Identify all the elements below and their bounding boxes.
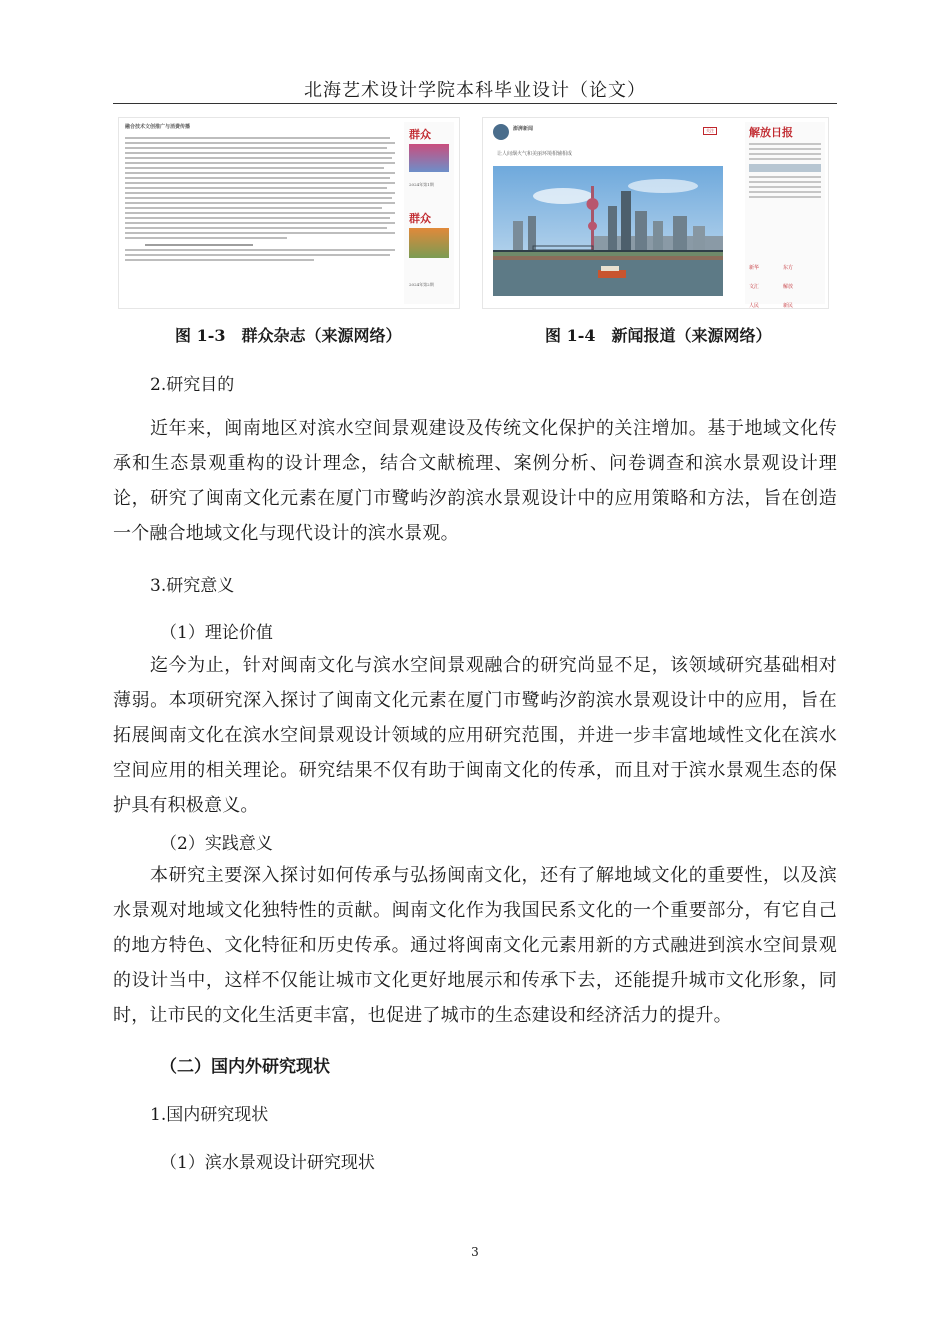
purpose-heading: 2.研究目的 — [150, 375, 235, 395]
magazine-article-page — [125, 124, 395, 302]
newspaper-columns — [749, 140, 821, 232]
research-status-heading: （二）国内外研究现状 — [160, 1057, 330, 1077]
cover-photo-1 — [409, 144, 449, 172]
newspaper-label: 新华 — [749, 265, 760, 271]
newspaper-label: 人民 — [749, 303, 760, 309]
post-text: 让人间烟火气和美丽环境相辅相成 — [497, 151, 573, 157]
newspaper-label: 东方 — [783, 265, 794, 271]
purpose-paragraph: 近年来，闽南地区对滨水空间景观建设及传统文化保护的关注增加。基于地域文化传承和生态景观重构的设计理念，结合文献梳理、案例分析、问卷调查和滨水景观设计理论，研究了闽南文化元素在厦门市鹭屿汐韵滨水景观设计中的应用策略和方法，旨在创造一个融合地域文化与现代设计的滨水景观。 — [113, 418, 837, 544]
domestic-status-heading: 1.国内研究现状 — [150, 1105, 269, 1125]
newspaper-clipping — [745, 122, 825, 309]
practice-paragraph: 本研究主要深入探讨如何传承与弘扬闽南文化，还有了解地域文化的重要性，以及滨水景观对地域文化独特性的贡献。闽南文化作为我国民系文化的一个重要部分，有它自己的地方特色、文化特征和历史传承。通过将闽南文化元素用新的方式融进到滨水空间景观的设计当中，这样不仅能让城市文化更好地展示和传承下去，还能提升城市文化形象，同时，让市民的文化生活更丰富，也促进了城市的生态建设和经济活力的提升。 — [113, 865, 837, 1026]
cover-photo-2 — [409, 228, 449, 258]
theory-heading: （1）理论价值 — [160, 623, 273, 643]
newspaper-label: 解放 — [783, 284, 794, 290]
shanghai-skyline-photo — [493, 166, 723, 296]
newspaper-label-grid — [749, 254, 823, 309]
practice-heading: （2）实践意义 — [160, 834, 273, 854]
newspaper-label: 文汇 — [749, 284, 760, 290]
running-header: 北海艺术设计学院本科毕业设计（论文） — [304, 80, 646, 101]
magazine-masthead-1: 群众 — [409, 128, 431, 141]
article-title: 融合技术文创推广与消费传播 — [125, 124, 191, 130]
waterfront-status-heading: （1）滨水景观设计研究现状 — [160, 1153, 375, 1173]
figure-1-3-magazine — [118, 117, 460, 309]
newspaper-label: 新民 — [783, 303, 794, 309]
figure-1-3-caption: 图 1-3 群众杂志（来源网络） — [175, 326, 402, 345]
page-number: 3 — [471, 1245, 479, 1259]
article-body-lines — [125, 134, 395, 264]
magazine-masthead-2: 群众 — [409, 212, 431, 225]
account-name: 澎湃新闻 — [513, 126, 534, 132]
newspaper-masthead: 解放日报 — [749, 126, 793, 139]
significance-heading: 3.研究意义 — [150, 576, 235, 596]
follow-button: 关注 — [703, 127, 717, 135]
avatar — [493, 124, 509, 140]
magazine-covers — [404, 122, 454, 304]
cover-issue-2: 2024年第2期 — [409, 282, 434, 287]
cover-issue-1: 2024年第1期 — [409, 182, 434, 187]
figure-1-4-caption: 图 1-4 新闻报道（来源网络） — [545, 326, 772, 345]
figure-1-4-news — [482, 117, 829, 309]
header-rule — [113, 103, 837, 104]
theory-paragraph: 迄今为止，针对闽南文化与滨水空间景观融合的研究尚显不足，该领域研究基础相对薄弱。本项研究深入探讨了闽南文化元素在厦门市鹭屿汐韵滨水景观设计中的应用，旨在拓展闽南文化在滨水空间景观设计领域的应用研究范围，并进一步丰富地域性文化在滨水空间应用的相关理论。研究结果不仅有助于闽南文化的传承，而且对于滨水景观生态的保护具有积极意义。 — [113, 655, 837, 816]
